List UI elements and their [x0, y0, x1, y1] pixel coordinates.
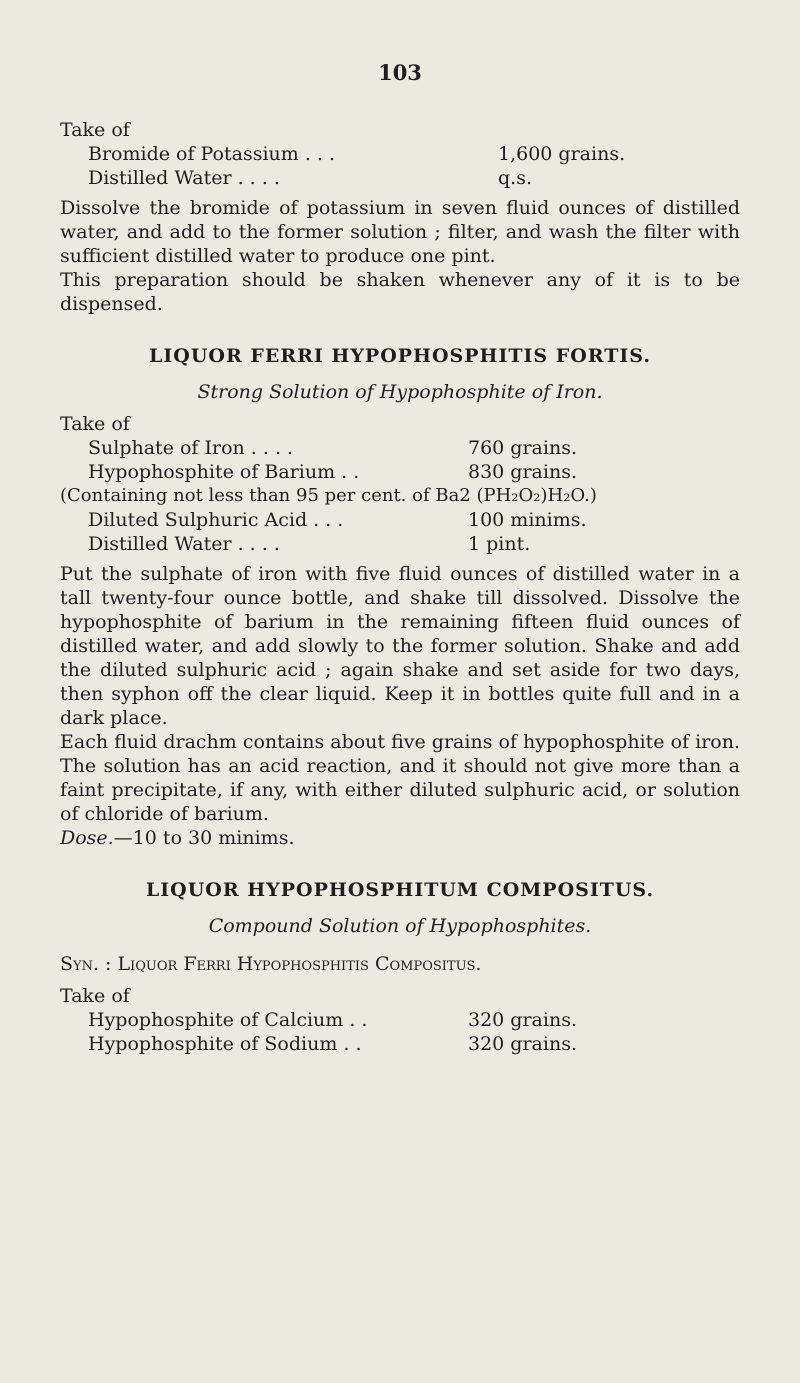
ingredient-quantity: 1 pint.	[468, 533, 531, 555]
ingredient-quantity: 1,600 grains.	[498, 143, 626, 165]
ingredient-name: Distilled Water . . . .	[88, 533, 280, 555]
ingredient-row	[88, 142, 740, 166]
section-subheading: Compound Solution of Hypophosphites.	[208, 915, 592, 937]
paragraph: Put the sulphate of iron with five fluid ounces of distilled water in a tall twenty-four ounce bottle, and shake till dissolved. Dissolve the hypophosphite of barium in the remaining fifteen fluid ounces of distilled water, and add slowly to the former solution. Shake and add the diluted sulphuric acid ; again shake and set aside for two days, then syphon off the clear liquid. Keep it in bottles quite full and in a dark place.	[60, 563, 740, 729]
page-content	[60, 118, 740, 1056]
synonym-line: Syn. : Liquor Ferri Hypophosphitis Compositus.	[60, 953, 482, 975]
ingredient-name: Sulphate of Iron . . . .	[88, 437, 294, 459]
section-heading: LIQUOR HYPOPHOSPHITUM COMPOSITUS.	[145, 879, 655, 901]
paragraph: This preparation should be shaken whenever any of it is to be dispensed.	[60, 269, 740, 315]
ingredient-name: Hypophosphite of Sodium . .	[88, 1033, 362, 1055]
paragraph: Dissolve the bromide of potassium in seven fluid ounces of distilled water, and add to the former solution ; filter, and wash the filter with sufficient distilled water to produce one pint.	[60, 197, 740, 267]
ingredient-note: (Containing not less than 95 per cent. of Ba2 (PH₂O₂)H₂O.)	[60, 485, 597, 506]
dose-text: —10 to 30 minims.	[113, 827, 295, 849]
ingredient-quantity: 320 grains.	[468, 1033, 577, 1055]
dose-label: Dose.	[60, 827, 114, 849]
take-of-label: Take of	[60, 985, 130, 1007]
paragraph: Each fluid drachm contains about five grains of hypophosphite of iron. The solution has an acid reaction, and it should not give more than a faint precipitate, if any, with either diluted sulphuric acid, or solution of chloride of barium.	[60, 731, 740, 825]
ingredient-row	[88, 166, 740, 190]
ingredient-row	[88, 532, 740, 556]
ingredient-row	[88, 460, 740, 484]
ingredient-name: Hypophosphite of Barium . .	[88, 461, 360, 483]
ingredient-row	[88, 1008, 740, 1032]
take-of-label: Take of	[60, 119, 130, 141]
ingredient-name: Distilled Water . . . .	[88, 167, 280, 189]
ingredient-quantity: 320 grains.	[468, 1009, 577, 1031]
section-subheading: Strong Solution of Hypophosphite of Iron.	[197, 381, 603, 403]
ingredient-quantity: 830 grains.	[468, 461, 577, 483]
ingredient-quantity: 760 grains.	[468, 437, 577, 459]
ingredient-row	[88, 1032, 740, 1056]
ingredient-quantity: q.s.	[498, 167, 532, 189]
dose-line	[60, 826, 740, 850]
ingredient-name: Bromide of Potassium . . .	[88, 143, 336, 165]
take-of-label: Take of	[60, 413, 130, 435]
ingredient-row	[88, 508, 740, 532]
ingredient-name: Diluted Sulphuric Acid . . .	[88, 509, 344, 531]
section-heading: LIQUOR FERRI HYPOPHOSPHITIS FORTIS.	[149, 345, 651, 367]
ingredient-quantity: 100 minims.	[468, 509, 587, 531]
ingredient-row	[88, 436, 740, 460]
page-number: 103	[378, 60, 422, 85]
ingredient-name: Hypophosphite of Calcium . .	[88, 1009, 368, 1031]
